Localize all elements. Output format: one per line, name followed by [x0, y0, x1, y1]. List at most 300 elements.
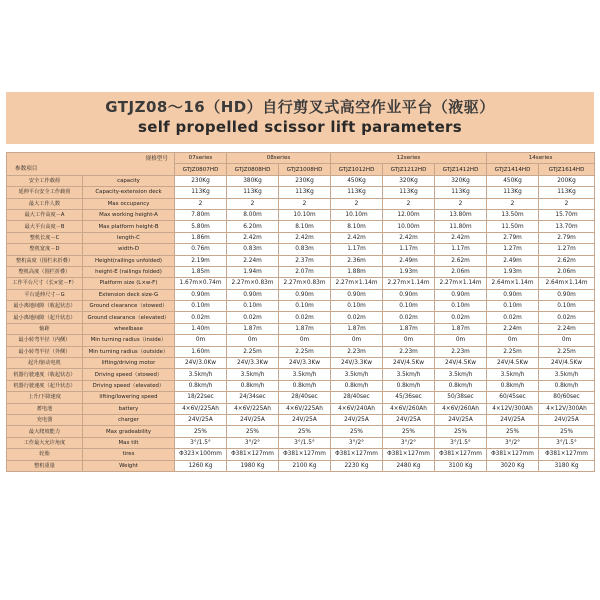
param-value: 8.00m — [227, 209, 279, 220]
param-value: 2 — [279, 198, 331, 209]
header-corner — [7, 153, 175, 176]
table-row — [7, 392, 595, 403]
param-value: 24V/4.5Kw — [539, 358, 595, 369]
param-value: 24V/4.5Kw — [383, 358, 435, 369]
model-header: GTJZ0807HD — [175, 164, 227, 175]
param-value: 2.79m — [487, 232, 539, 243]
param-value: 0m — [435, 335, 487, 346]
param-value: 24V/25A — [331, 414, 383, 425]
param-value: 2.25m — [487, 346, 539, 357]
param-value: 0.10m — [487, 301, 539, 312]
param-name-chinese: 轴距 — [7, 323, 83, 334]
param-value: 3.5km/h — [487, 369, 539, 380]
param-value: 13.50m — [487, 209, 539, 220]
param-value: Φ381×127mm — [227, 449, 279, 460]
param-value: 10.10m — [279, 209, 331, 220]
param-value: 1.85m — [175, 266, 227, 277]
model-header: GTJZ1412HD — [435, 164, 487, 175]
table-row — [7, 460, 595, 471]
param-value: 2 — [383, 198, 435, 209]
table-row — [7, 289, 595, 300]
param-value: 3°/2° — [383, 437, 435, 448]
param-value: 0.90m — [227, 289, 279, 300]
param-name-chinese: 安全工作载荷 — [7, 175, 83, 186]
param-value: 3.5km/h — [383, 369, 435, 380]
param-value: 24V/4.5Kw — [435, 358, 487, 369]
param-value: 0.90m — [435, 289, 487, 300]
parameters-table — [6, 152, 595, 472]
table-row — [7, 426, 595, 437]
param-value: 10.00m — [383, 221, 435, 232]
param-value: 0.8km/h — [487, 380, 539, 391]
param-name-chinese: 最大爬坡能力 — [7, 426, 83, 437]
param-name-chinese: 整机高度（围栏未折叠） — [7, 255, 83, 266]
param-name-english: Ground clearance（stowed） — [83, 301, 175, 312]
param-value: 3.5km/h — [435, 369, 487, 380]
param-value: 0.90m — [383, 289, 435, 300]
param-value: 113Kg — [279, 187, 331, 198]
title-banner — [6, 92, 594, 144]
param-name-english: wheelbase — [83, 323, 175, 334]
param-value: Φ381×127mm — [331, 449, 383, 460]
param-value: 0.8km/h — [539, 380, 595, 391]
param-value: 0m — [487, 335, 539, 346]
param-value: 2.27m×1.14m — [331, 278, 383, 289]
param-value: 113Kg — [487, 187, 539, 198]
param-value: 11.50m — [487, 221, 539, 232]
series-header: 08series — [227, 153, 331, 164]
param-name-english: Platform size (L×w-F) — [83, 278, 175, 289]
table-row — [7, 335, 595, 346]
param-value: 1260 Kg — [175, 460, 227, 471]
param-name-chinese: 最小转弯半径（内侧） — [7, 335, 83, 346]
param-name-english: Min turning radius（outside） — [83, 346, 175, 357]
param-value: 0.02m — [175, 312, 227, 323]
param-name-chinese: 机器行驶速度（起升状态） — [7, 380, 83, 391]
param-value: Φ381×127mm — [487, 449, 539, 460]
param-name-chinese: 平台延伸尺寸－G — [7, 289, 83, 300]
param-value: 1980 Kg — [227, 460, 279, 471]
param-value: 24V/3.3Kw — [227, 358, 279, 369]
param-value: 4×6V/225Ah — [227, 403, 279, 414]
param-value: 113Kg — [331, 187, 383, 198]
table-row — [7, 414, 595, 425]
param-value: 0.02m — [279, 312, 331, 323]
param-name-english: Capacity-extension deck — [83, 187, 175, 198]
param-value: 24V/25A — [487, 414, 539, 425]
param-name-english: lifting/driving motor — [83, 358, 175, 369]
param-value: 0.76m — [175, 244, 227, 255]
param-value: 2 — [227, 198, 279, 209]
param-value: 28/40sec — [331, 392, 383, 403]
param-value: 24V/3.3Kw — [331, 358, 383, 369]
param-value: 2.42m — [383, 232, 435, 243]
param-value: 18/22sec — [175, 392, 227, 403]
param-value: 2.23m — [383, 346, 435, 357]
param-value: 0m — [539, 335, 595, 346]
param-name-english: Driving speed（elevated） — [83, 380, 175, 391]
header-row-series — [7, 153, 595, 164]
param-value: 380Kg — [227, 175, 279, 186]
param-name-english: charger — [83, 414, 175, 425]
param-value: 2.79m — [539, 232, 595, 243]
table-row — [7, 175, 595, 186]
param-name-english: Weight — [83, 460, 175, 471]
param-name-chinese: 最小离地间隙（收起状态） — [7, 301, 83, 312]
param-value: 1.87m — [279, 323, 331, 334]
param-value: 3°/2° — [331, 437, 383, 448]
param-value: 2.23m — [435, 346, 487, 357]
param-value: 113Kg — [539, 187, 595, 198]
param-value: 3°/2° — [487, 437, 539, 448]
param-value: 4×12V/300Ah — [539, 403, 595, 414]
param-value: 28/40sec — [279, 392, 331, 403]
param-value: 2.06m — [539, 266, 595, 277]
param-value: 0.10m — [331, 301, 383, 312]
param-value: 0.8km/h — [175, 380, 227, 391]
param-value: 4×6V/260Ah — [383, 403, 435, 414]
param-value: 0.02m — [487, 312, 539, 323]
param-value: 1.93m — [487, 266, 539, 277]
model-header: GTJZ1614HD — [539, 164, 595, 175]
param-value: 24V/25A — [175, 414, 227, 425]
param-value: 45/36sec — [383, 392, 435, 403]
param-value: 2.27m×0.83m — [279, 278, 331, 289]
table-row — [7, 232, 595, 243]
param-value: 24/34sec — [227, 392, 279, 403]
param-name-chinese: 最大平台高度－B — [7, 221, 83, 232]
param-name-chinese: 整机重量 — [7, 460, 83, 471]
param-value: 2.49m — [383, 255, 435, 266]
param-value: 4×6V/240Ah — [331, 403, 383, 414]
param-value: 1.17m — [383, 244, 435, 255]
param-name-english: Min turning radius（inside） — [83, 335, 175, 346]
table-row — [7, 358, 595, 369]
table-row — [7, 278, 595, 289]
param-name-english: Max platform height-B — [83, 221, 175, 232]
param-name-chinese: 整机长度－C — [7, 232, 83, 243]
param-value: 5.80m — [175, 221, 227, 232]
param-value: Φ381×127mm — [539, 449, 595, 460]
param-name-english: Extension deck size-G — [83, 289, 175, 300]
param-value: 2.19m — [175, 255, 227, 266]
param-value: 2 — [539, 198, 595, 209]
param-value: 1.86m — [175, 232, 227, 243]
param-value: 0.10m — [175, 301, 227, 312]
param-value: 200Kg — [539, 175, 595, 186]
table-row — [7, 255, 595, 266]
param-value: 0.02m — [539, 312, 595, 323]
param-value: 50/38sec — [435, 392, 487, 403]
param-value: 11.80m — [435, 221, 487, 232]
param-name-english: Max occupancy — [83, 198, 175, 209]
param-value: 0m — [383, 335, 435, 346]
param-value: 2.25m — [279, 346, 331, 357]
param-value: 3.5km/h — [331, 369, 383, 380]
param-value: 0m — [279, 335, 331, 346]
param-value: 2.37m — [279, 255, 331, 266]
model-header: GTJZ0808HD — [227, 164, 279, 175]
table-row — [7, 403, 595, 414]
param-value: 2.25m — [539, 346, 595, 357]
param-value: 0.02m — [331, 312, 383, 323]
param-value: 230Kg — [279, 175, 331, 186]
table-row — [7, 346, 595, 357]
param-name-english: height-E (railings folded) — [83, 266, 175, 277]
param-value: 2 — [487, 198, 539, 209]
table-row — [7, 437, 595, 448]
param-value: 320Kg — [383, 175, 435, 186]
param-name-chinese: 起升/驱动电机 — [7, 358, 83, 369]
model-header: GTJZ1008HD — [279, 164, 331, 175]
param-value: 12.00m — [383, 209, 435, 220]
model-header: GTJZ1414HD — [487, 164, 539, 175]
title-chinese: GTJZ08～16（HD）自行剪叉式高空作业平台（液驱） — [105, 98, 495, 116]
table-row — [7, 266, 595, 277]
param-value: 0.02m — [435, 312, 487, 323]
param-value: 2480 Kg — [383, 460, 435, 471]
param-value: 1.87m — [435, 323, 487, 334]
param-name-english: battery — [83, 403, 175, 414]
param-value: 0.90m — [539, 289, 595, 300]
series-header: 12series — [331, 153, 487, 164]
param-value: 113Kg — [227, 187, 279, 198]
param-name-chinese: 最小转弯半径（外侧） — [7, 346, 83, 357]
param-value: 1.88m — [331, 266, 383, 277]
table-row — [7, 198, 595, 209]
param-name-english: capacity — [83, 175, 175, 186]
param-value: 0.10m — [279, 301, 331, 312]
param-name-chinese: 最大工作人数 — [7, 198, 83, 209]
param-name-chinese: 轮胎 — [7, 449, 83, 460]
param-value: 2.64m×1.14m — [487, 278, 539, 289]
param-value: 1.60m — [175, 346, 227, 357]
param-value: 2 — [175, 198, 227, 209]
param-name-english: lifting/lowering speed — [83, 392, 175, 403]
param-name-chinese: 工作最大允许角度 — [7, 437, 83, 448]
corner-param-label: 参数项目 — [15, 165, 38, 172]
param-value: Φ323×100mm — [175, 449, 227, 460]
param-name-chinese: 上升/下降速度 — [7, 392, 83, 403]
param-name-english: Ground clearance（elevated） — [83, 312, 175, 323]
param-value: 2.06m — [435, 266, 487, 277]
param-value: 1.40m — [175, 323, 227, 334]
param-value: 60/45sec — [487, 392, 539, 403]
param-value: 1.87m — [331, 323, 383, 334]
param-value: 24V/25A — [279, 414, 331, 425]
table-row — [7, 323, 595, 334]
param-value: 2.42m — [227, 232, 279, 243]
param-value: 24V/25A — [539, 414, 595, 425]
param-value: 1.94m — [227, 266, 279, 277]
param-value: 8.10m — [331, 221, 383, 232]
param-value: 4×6V/225Ah — [175, 403, 227, 414]
corner-model-label: 规格型号 — [145, 156, 168, 162]
param-value: 3.5km/h — [227, 369, 279, 380]
param-value: 24V/25A — [435, 414, 487, 425]
param-name-english: Max gradeability — [83, 426, 175, 437]
param-value: 10.10m — [331, 209, 383, 220]
param-value: 0.02m — [227, 312, 279, 323]
param-value: 25% — [435, 426, 487, 437]
param-name-chinese: 充电器 — [7, 414, 83, 425]
param-value: 4×6V/225Ah — [279, 403, 331, 414]
param-value: 25% — [279, 426, 331, 437]
param-value: 0.10m — [227, 301, 279, 312]
param-value: 2.62m — [435, 255, 487, 266]
param-value: 0m — [227, 335, 279, 346]
param-value: 0.8km/h — [383, 380, 435, 391]
param-name-chinese: 整机宽度－D — [7, 244, 83, 255]
param-value: 230Kg — [175, 175, 227, 186]
param-value: 4×12V/300Ah — [487, 403, 539, 414]
param-value: 0.8km/h — [279, 380, 331, 391]
param-value: 3°/2° — [227, 437, 279, 448]
table-row — [7, 449, 595, 460]
param-value: 113Kg — [175, 187, 227, 198]
param-value: 13.80m — [435, 209, 487, 220]
param-value: 3°/1.5° — [175, 437, 227, 448]
param-value: 2.25m — [227, 346, 279, 357]
param-value: 2.49m — [487, 255, 539, 266]
param-value: 113Kg — [435, 187, 487, 198]
param-value: 1.27m — [487, 244, 539, 255]
param-value: 15.70m — [539, 209, 595, 220]
param-value: 2.42m — [331, 232, 383, 243]
param-value: Φ381×127mm — [279, 449, 331, 460]
param-value: 1.87m — [383, 323, 435, 334]
param-value: 450Kg — [487, 175, 539, 186]
param-value: 2.36m — [331, 255, 383, 266]
param-name-english: length-C — [83, 232, 175, 243]
param-name-chinese: 延伸平台安全工作载荷 — [7, 187, 83, 198]
param-value: 3180 Kg — [539, 460, 595, 471]
param-name-chinese: 最大工作高度－A — [7, 209, 83, 220]
param-value: 0.90m — [279, 289, 331, 300]
param-value: 25% — [383, 426, 435, 437]
param-value: 3020 Kg — [487, 460, 539, 471]
param-value: 2.64m×1.14m — [539, 278, 595, 289]
param-value: 1.17m — [331, 244, 383, 255]
table-row — [7, 244, 595, 255]
param-value: 0.8km/h — [435, 380, 487, 391]
param-value: 25% — [487, 426, 539, 437]
param-value: 0.10m — [435, 301, 487, 312]
param-value: 0.02m — [383, 312, 435, 323]
param-value: 4×6V/260Ah — [435, 403, 487, 414]
param-value: 3°/1.5° — [539, 437, 595, 448]
param-value: 2 — [435, 198, 487, 209]
param-value: 7.80m — [175, 209, 227, 220]
table-row — [7, 312, 595, 323]
param-value: 24V/25A — [383, 414, 435, 425]
param-value: 2.27m×0.83m — [227, 278, 279, 289]
table-row — [7, 187, 595, 198]
param-value: 1.93m — [383, 266, 435, 277]
param-name-chinese: 整机高度（围栏折叠） — [7, 266, 83, 277]
param-value: 2.62m — [539, 255, 595, 266]
param-value: 80/60sec — [539, 392, 595, 403]
param-value: 0.10m — [539, 301, 595, 312]
param-value: 2100 Kg — [279, 460, 331, 471]
table-row — [7, 301, 595, 312]
param-value: 113Kg — [383, 187, 435, 198]
param-name-english: tires — [83, 449, 175, 460]
param-value: 2 — [331, 198, 383, 209]
param-value: 2.07m — [279, 266, 331, 277]
param-value: 0.83m — [279, 244, 331, 255]
param-value: Φ381×127mm — [435, 449, 487, 460]
param-value: 0.90m — [487, 289, 539, 300]
param-value: 2.27m×1.14m — [383, 278, 435, 289]
param-value: 25% — [331, 426, 383, 437]
param-name-english: Height(railings unfolded) — [83, 255, 175, 266]
param-value: 25% — [539, 426, 595, 437]
param-value: 1.67m×0.74m — [175, 278, 227, 289]
param-value: 3°/1.5° — [279, 437, 331, 448]
param-value: 24V/3.0Kw — [175, 358, 227, 369]
param-name-chinese: 蓄电池 — [7, 403, 83, 414]
spec-sheet — [6, 92, 594, 506]
param-value: 0.8km/h — [227, 380, 279, 391]
table-row — [7, 369, 595, 380]
param-value: 6.20m — [227, 221, 279, 232]
param-value: 1.17m — [435, 244, 487, 255]
param-value: 3.5km/h — [539, 369, 595, 380]
param-name-english: Max working height-A — [83, 209, 175, 220]
table-row — [7, 221, 595, 232]
param-value: 2.24m — [539, 323, 595, 334]
param-value: 2.27m×1.14m — [435, 278, 487, 289]
param-value: 2.24m — [487, 323, 539, 334]
param-value: 0m — [331, 335, 383, 346]
param-value: 2.42m — [279, 232, 331, 243]
param-value: 0.90m — [175, 289, 227, 300]
param-name-english: Max tilt — [83, 437, 175, 448]
param-name-english: Driving speed（stowed） — [83, 369, 175, 380]
param-value: 320Kg — [435, 175, 487, 186]
param-value: 3100 Kg — [435, 460, 487, 471]
param-name-english: width-D — [83, 244, 175, 255]
series-header: 14series — [487, 153, 595, 164]
param-value: 2230 Kg — [331, 460, 383, 471]
param-value: 0.83m — [227, 244, 279, 255]
param-name-chinese: 机器行驶速度（收起状态） — [7, 369, 83, 380]
param-value: 0.90m — [331, 289, 383, 300]
param-value: 8.10m — [279, 221, 331, 232]
param-value: Φ381×127mm — [383, 449, 435, 460]
param-value: 24V/25A — [227, 414, 279, 425]
param-value: 450Kg — [331, 175, 383, 186]
param-value: 24V/3.3Kw — [279, 358, 331, 369]
param-value: 25% — [227, 426, 279, 437]
param-value: 2.24m — [227, 255, 279, 266]
model-header: GTJZ1012HD — [331, 164, 383, 175]
param-value: 2.42m — [435, 232, 487, 243]
param-value: 3°/1.5° — [435, 437, 487, 448]
param-name-chinese: 工作平台尺寸（长×宽－F） — [7, 278, 83, 289]
param-value: 1.87m — [227, 323, 279, 334]
param-value: 0m — [175, 335, 227, 346]
param-name-chinese: 最小离地间隙（起升状态） — [7, 312, 83, 323]
model-header: GTJZ1212HD — [383, 164, 435, 175]
param-value: 3.5km/h — [279, 369, 331, 380]
param-value: 13.70m — [539, 221, 595, 232]
table-row — [7, 209, 595, 220]
param-value: 0.8km/h — [331, 380, 383, 391]
param-value: 3.5km/h — [175, 369, 227, 380]
param-value: 0.10m — [383, 301, 435, 312]
